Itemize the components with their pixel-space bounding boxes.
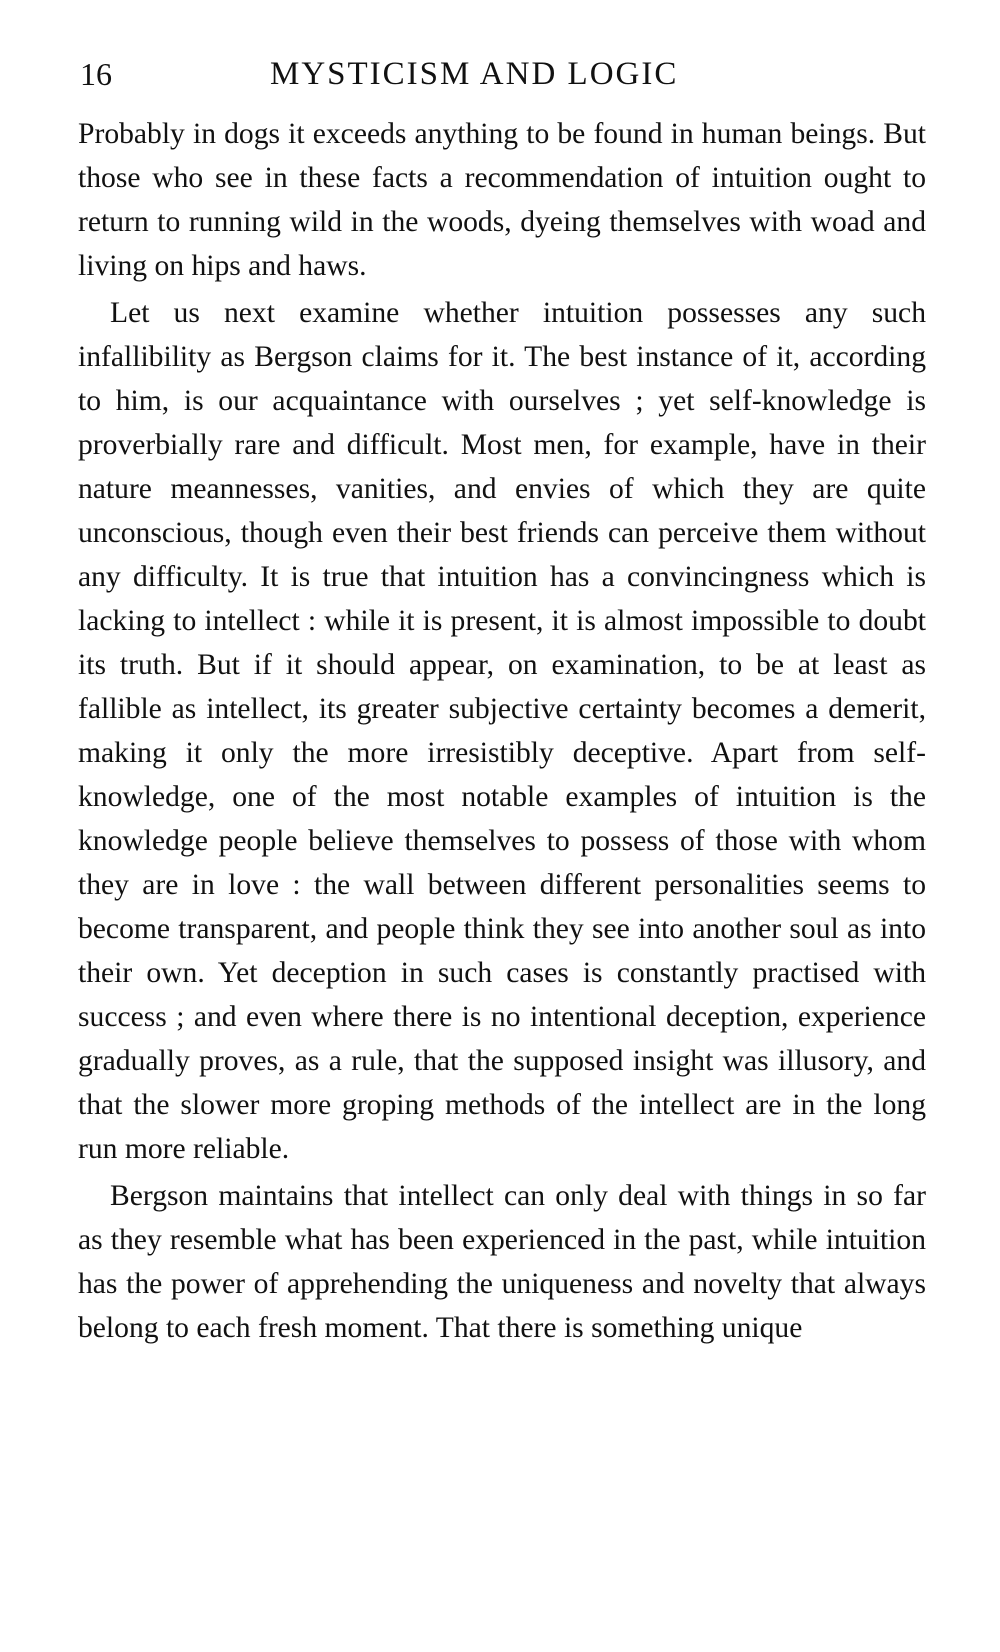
paragraph-intuition-infallibility: Let us next examine whether intuition possesses any such infallibility as Bergson claims for it. The best instance of it, according to him, is our acquaintance with ourselves ; yet self-knowledge is proverbially rare and difficult. Most men, for example, have in their nature meannesses, vanities, and envies of which they are quite unconscious, though even their best friends can perceive them without any difficulty. It is true that intuition has a convincingness which is lacking to intellect : while it is present, it is almost impossible to doubt its truth. But if it should appear, on examination, to be at least as fallible as intellect, its greater subjective certainty becomes a demerit, making it only the more irresistibly deceptive. Apart from self-knowledge, one of the most notable examples of intuition is the knowledge people believe themselves to possess of those with whom they are in love : the wall between different personalities seems to become transparent, and people think they see into another soul as into their own. Yet deception in such cases is constantly practised with success ; and even where there is no intentional deception, experience gradually proves, as a rule, that the supposed insight was illusory, and that the slower more groping methods of the intellect are in the long run more reliable. <box>78 297 926 1165</box>
paragraph-continuation: Probably in dogs it exceeds anything to be found in human beings. But those who see in these facts a recommendation of intuition ought to return to running wild in the woods, dyeing themselves with woad and living on hips and haws. <box>78 118 926 282</box>
paragraph-bergson-intellect: Bergson maintains that intellect can only deal with things in so far as they resemble what has been experienced in the past, while intuition has the power of apprehending the uniqueness and novelty that always belong to each fresh moment. That there is something unique <box>78 1180 926 1344</box>
running-head <box>80 50 920 98</box>
page-number: 16 <box>80 56 112 92</box>
body-text <box>78 112 926 1350</box>
running-title: MYSTICISM AND LOGIC <box>270 56 679 92</box>
